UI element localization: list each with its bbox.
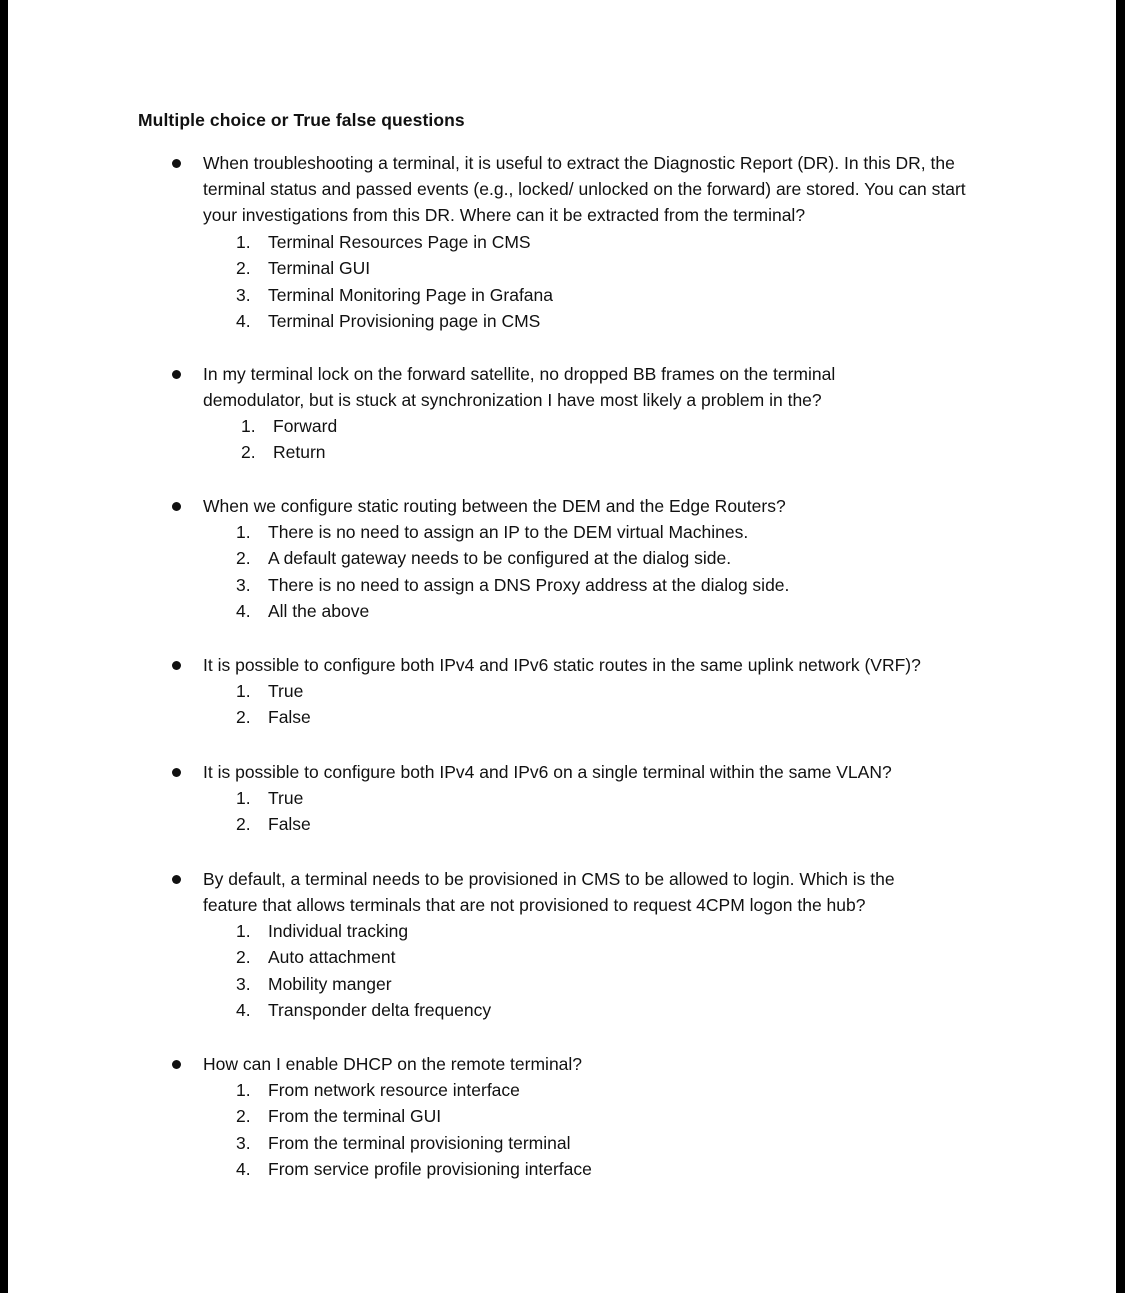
option-item: 1. Individual tracking bbox=[236, 921, 409, 941]
option-item: 4. From service profile provisioning interface bbox=[236, 1159, 592, 1180]
option-item: 3. There is no need to assign a DNS Proxy address at the dialog side. bbox=[236, 574, 790, 595]
option-item: 1. Terminal Resources Page in CMS bbox=[236, 232, 531, 252]
option-item: 1. True bbox=[236, 788, 304, 808]
option-item: 2. Auto attachment bbox=[236, 947, 396, 968]
page-title: Multiple choice or True false questions bbox=[138, 110, 465, 130]
option-item: 3. From the terminal provisioning terminal bbox=[236, 1132, 571, 1153]
bullet-icon bbox=[172, 1060, 181, 1069]
option-item: 1. From network resource interface bbox=[236, 1080, 520, 1100]
option-list bbox=[236, 918, 491, 1024]
option-list bbox=[236, 678, 311, 731]
question-text: It is possible to configure both IPv4 and IPv6 static routes in the same uplink network (VRF)? bbox=[203, 655, 921, 675]
option-item: 2. Return bbox=[241, 442, 326, 463]
option-item: 2. False bbox=[236, 814, 311, 835]
option-item: 3. Mobility manger bbox=[236, 973, 392, 994]
question-text: In my terminal lock on the forward satellite, no dropped BB frames on the terminal demodulator, but is stuck at synchronization I have most likely a problem in the? bbox=[203, 364, 836, 411]
bullet-icon bbox=[172, 875, 181, 884]
option-list bbox=[236, 1077, 592, 1183]
question-text: By default, a terminal needs to be provisioned in CMS to be allowed to login. Which is the feature that allows terminals that are not provisioned to request 4CPM logon the hub? bbox=[203, 869, 895, 916]
option-list bbox=[241, 413, 337, 466]
bullet-icon bbox=[172, 661, 181, 670]
option-list bbox=[236, 229, 553, 335]
option-item: 1. There is no need to assign an IP to the DEM virtual Machines. bbox=[236, 522, 749, 542]
question-text: When troubleshooting a terminal, it is useful to extract the Diagnostic Report (DR). In this DR, the terminal status and passed events (e.g., locked/ unlocked on the forward) are stored. You can start your investigations from this DR. Where can it be extracted from the terminal? bbox=[203, 153, 966, 226]
option-item: 4. All the above bbox=[236, 601, 370, 622]
question-text: How can I enable DHCP on the remote terminal? bbox=[203, 1054, 583, 1074]
bullet-icon bbox=[172, 159, 181, 168]
option-item: 1. True bbox=[236, 681, 304, 701]
option-item: 2. From the terminal GUI bbox=[236, 1106, 442, 1127]
option-item: 4. Terminal Provisioning page in CMS bbox=[236, 311, 541, 332]
option-item: 4. Transponder delta frequency bbox=[236, 1000, 492, 1021]
bullet-icon bbox=[172, 768, 181, 777]
question-text: When we configure static routing between the DEM and the Edge Routers? bbox=[203, 496, 786, 516]
option-item: 2. A default gateway needs to be configured at the dialog side. bbox=[236, 548, 732, 569]
option-item: 3. Terminal Monitoring Page in Grafana bbox=[236, 284, 554, 305]
option-list bbox=[236, 785, 311, 838]
bullet-icon bbox=[172, 370, 181, 379]
question-text: It is possible to configure both IPv4 and IPv6 on a single terminal within the same VLAN? bbox=[203, 762, 892, 782]
option-list bbox=[236, 519, 789, 625]
document-page bbox=[8, 0, 1116, 1293]
bullet-icon bbox=[172, 502, 181, 511]
option-item: 2. False bbox=[236, 707, 311, 728]
option-item: 1. Forward bbox=[241, 416, 338, 436]
option-item: 2. Terminal GUI bbox=[236, 258, 371, 279]
